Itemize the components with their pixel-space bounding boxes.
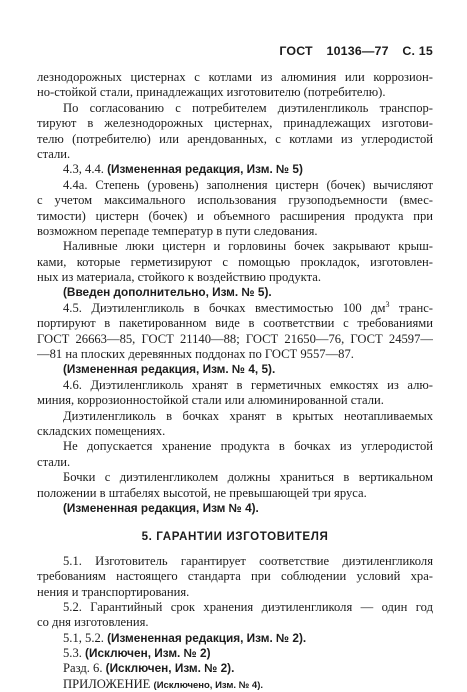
clause-number: 4.3, 4.4. [63,162,108,177]
appendix-label: ПРИЛОЖЕНИЕ [63,676,154,691]
page-number: С. 15 [402,44,433,58]
text-line: ками, которые герметизируют с помощью прокладок, изготовлен- [37,254,433,269]
text-line: По согласованию с потребителем диэтиленгликоль транспор- [63,100,433,115]
superscript: 3 [385,300,390,309]
text-line: ГОСТ 26663—85, ГОСТ 21140—88; ГОСТ 21650—76, ГОСТ 24597— [37,331,433,346]
text-line: со дня изготовления. [37,615,149,630]
text-line: 4.6. Диэтиленгликоль хранят в герметичных емкостях из алю- [63,377,433,392]
clause-number: 5.3. [63,646,86,661]
amendment-text: (Измененная редакция, Изм. № 2). [107,630,307,645]
text-line: складских помещениях. [37,423,166,438]
text-line: ных из материала, стойкого к воздействию продукта. [37,270,321,285]
text-line: тируют в железнодорожных цистернах, принадлежащих изготови- [37,116,433,131]
amendment-note [37,631,433,646]
standard-number: 10136—77 [326,44,389,58]
amendment-text: (Измененная редакция, Изм. № 5) [107,162,303,177]
clause-number: 5.1, 5.2. [63,630,108,645]
text-line: Наливные люки цистерн и горловины бочек закрывают крыш- [63,239,433,254]
amendment-note [37,677,433,692]
text-line: нения и транспортирования. [37,584,190,599]
text-line: с учетом максимального использования грузоподъемности (вмес- [37,193,433,208]
amendment-text: (Исключен, Изм. № 2). [105,661,235,676]
text-line: Бочки с диэтиленгликолем должны храниться в вертикальном [63,470,433,485]
section-heading: 5. ГАРАНТИИ ИЗГОТОВИТЕЛЯ [141,530,329,544]
amendment-text: (Исключено, Изм. № 4). [153,679,264,691]
text-line: телю (потребителю) или арендованных, с котлами из углеродистой [37,131,433,146]
text-line: лезнодорожных цистернах с котлами из алюминия или коррозион- [37,70,433,84]
text-line: стали. [37,146,71,161]
text-line: Не допускается хранение продукта в бочках из углеродистой [63,439,433,454]
text-line: миния, коррозионностойкой стали или алюминированной стали. [37,393,384,408]
amendment-note: (Измененная редакция, Изм № 4). [63,500,259,515]
text-line: тимости) цистерн (бочек) и объемного расширения продукта при [37,208,433,223]
text-line: портируют в пакетированном виде в соответствии с требованиями [37,316,433,331]
amendment-note [37,162,433,177]
standard-label: ГОСТ [279,44,313,58]
clause-number: Разд. 6. [63,661,106,676]
text-line: —81 на плоских деревянных поддонах по ГОСТ 9557—87. [37,347,354,362]
text-line: стали. [37,454,71,469]
amendment-note: (Введен дополнительно, Изм. № 5). [63,285,272,300]
text-line: 5.1. Изготовитель гарантирует соответствие диэтиленгликоля [63,553,433,568]
amendment-text: (Исключен, Изм. № 2) [85,646,211,661]
text-line: возможном перепаде температур в пути следования. [37,223,318,238]
text-line: положении в штабелях высотой, не превышающей три яруса. [37,485,367,500]
document-body [37,70,433,692]
amendment-note [37,661,433,676]
text-line: 4.4а. Степень (уровень) заполнения цистерн (бочек) вычисляют [63,177,433,192]
amendment-note: (Измененная редакция, Изм. № 4, 5). [63,362,276,377]
text-line [37,301,433,316]
text-line: но-стойкой стали, принадлежащих изготовителю (потребителю). [37,85,386,100]
text-line: Диэтиленгликоль в бочках хранят в крытых неотапливаемых [63,408,433,423]
text-fragment: 4.5. Диэтиленгликоль в бочках вместимостью 100 дм [63,300,386,315]
text-line: требованиям настоящего стандарта при соблюдении условий хра- [37,569,433,584]
text-fragment: транс- [389,300,433,315]
page-header [279,44,433,59]
amendment-note [37,646,433,661]
text-line: 5.2. Гарантийный срок хранения диэтиленгликоля — один год [63,599,433,614]
